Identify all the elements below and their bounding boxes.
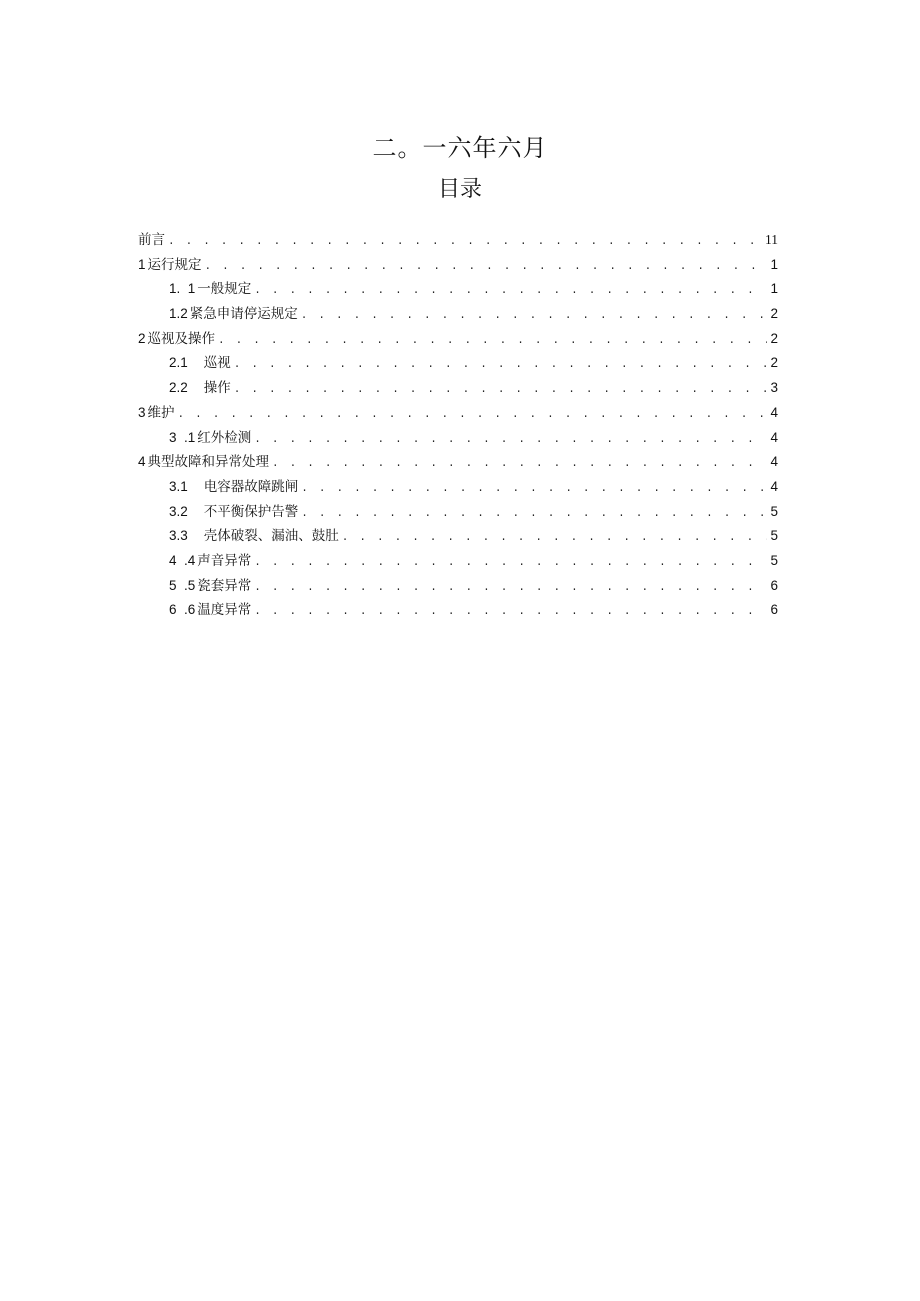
toc-leader-dots	[301, 508, 767, 520]
toc-entry-page: 4	[770, 478, 778, 494]
toc-entry-text: 瓷套异常	[197, 577, 252, 594]
toc-leader-dots	[342, 532, 767, 544]
toc-entry-1-2[interactable]	[138, 302, 778, 327]
toc-entry-number: 2	[138, 330, 146, 346]
document-date: 二。一六年六月	[372, 134, 548, 162]
toc-entry-text: 温度异常	[197, 602, 252, 619]
toc-entry-page: 4	[770, 429, 778, 445]
toc-entry-number: 4	[138, 454, 146, 470]
toc-entry-4-4[interactable]	[138, 549, 778, 574]
toc-entry-number: 5 .5	[169, 577, 196, 593]
toc-entry-preface[interactable]	[138, 228, 778, 253]
toc-entry-number: 4 .4	[169, 552, 196, 568]
toc-leader-dots	[168, 236, 762, 248]
toc-leader-dots	[254, 285, 767, 297]
toc-leader-dots	[234, 359, 767, 371]
toc-leader-dots	[254, 606, 767, 618]
toc-entry-3-1[interactable]	[138, 426, 778, 451]
toc-entry-number: 6 .6	[169, 602, 196, 618]
toc-entry-text: 巡视	[203, 355, 231, 372]
toc-entry-4-6[interactable]	[138, 598, 778, 623]
toc-entry-number: 2.1	[169, 355, 188, 371]
toc-leader-dots	[178, 409, 767, 421]
toc-entry-text: 壳体破裂、漏油、鼓肚	[203, 528, 339, 545]
toc-entry-page: 4	[770, 404, 778, 420]
toc-entry-4-1[interactable]	[138, 475, 778, 500]
toc-entry-number: 1.2	[169, 306, 188, 322]
toc-entry-2-2[interactable]	[138, 376, 778, 401]
toc-leader-dots	[254, 434, 767, 446]
toc-entry-page: 3	[770, 380, 778, 396]
toc-entry-page: 5	[770, 528, 778, 544]
toc-entry-text: 巡视及操作	[147, 330, 216, 347]
toc-entry-text: 一般规定	[197, 281, 252, 298]
toc-entry-page: 2	[770, 306, 778, 322]
toc-entry-1[interactable]	[138, 253, 778, 278]
toc-title: 目录	[437, 177, 482, 202]
toc-leader-dots	[254, 557, 767, 569]
toc-entry-4[interactable]	[138, 450, 778, 475]
toc-entry-2[interactable]	[138, 327, 778, 352]
toc-leader-dots	[301, 483, 767, 495]
toc-entry-number: 3	[138, 404, 146, 420]
toc-entry-4-2[interactable]	[138, 500, 778, 525]
toc-leader-dots	[234, 384, 767, 396]
toc-entry-1-1[interactable]	[138, 277, 778, 302]
toc-entry-number: 3.2	[169, 503, 188, 519]
toc-entry-text: 操作	[203, 380, 231, 397]
toc-entry-page: 4	[770, 454, 778, 470]
toc-entry-2-1[interactable]	[138, 351, 778, 376]
toc-entry-page: 6	[770, 602, 778, 618]
toc-entry-3[interactable]	[138, 401, 778, 426]
toc-entry-text: 前言	[138, 232, 165, 248]
toc-entry-number: 3 .1	[169, 429, 196, 445]
toc-leader-dots	[205, 261, 767, 273]
toc-entry-page: 1	[770, 256, 778, 272]
toc-entry-text: 典型故障和异常处理	[147, 454, 270, 471]
toc-entry-number: 3.3	[169, 528, 188, 544]
toc-entry-text: 电容器故障跳闸	[203, 478, 299, 495]
toc-entry-page: 2	[770, 330, 778, 346]
toc-entry-text: 声音异常	[197, 552, 252, 569]
toc-entry-4-3[interactable]	[138, 524, 778, 549]
toc-entry-page: 6	[770, 577, 778, 593]
toc-leader-dots	[301, 310, 767, 322]
toc-entry-number: 1	[138, 256, 146, 272]
toc-entry-text: 运行规定	[147, 256, 202, 273]
toc-entry-text: 不平衡保护告警	[203, 503, 299, 520]
toc-leader-dots	[272, 458, 767, 470]
toc-entry-page: 2	[770, 355, 778, 371]
table-of-contents	[138, 228, 778, 623]
toc-entry-page: 11	[765, 232, 778, 247]
toc-entry-page: 5	[770, 503, 778, 519]
toc-entry-page: 1	[770, 281, 778, 297]
toc-leader-dots	[254, 582, 767, 594]
toc-entry-number: 2.2	[169, 380, 188, 396]
toc-entry-text: 维护	[147, 404, 175, 421]
toc-entry-number: 3.1	[169, 478, 188, 494]
toc-leader-dots	[218, 335, 767, 347]
toc-entry-number: 1. 1	[169, 281, 196, 297]
toc-entry-text: 红外检测	[197, 429, 252, 446]
toc-entry-text: 紧急申请停运规定	[189, 306, 298, 323]
toc-entry-page: 5	[770, 552, 778, 568]
toc-entry-4-5[interactable]	[138, 574, 778, 599]
